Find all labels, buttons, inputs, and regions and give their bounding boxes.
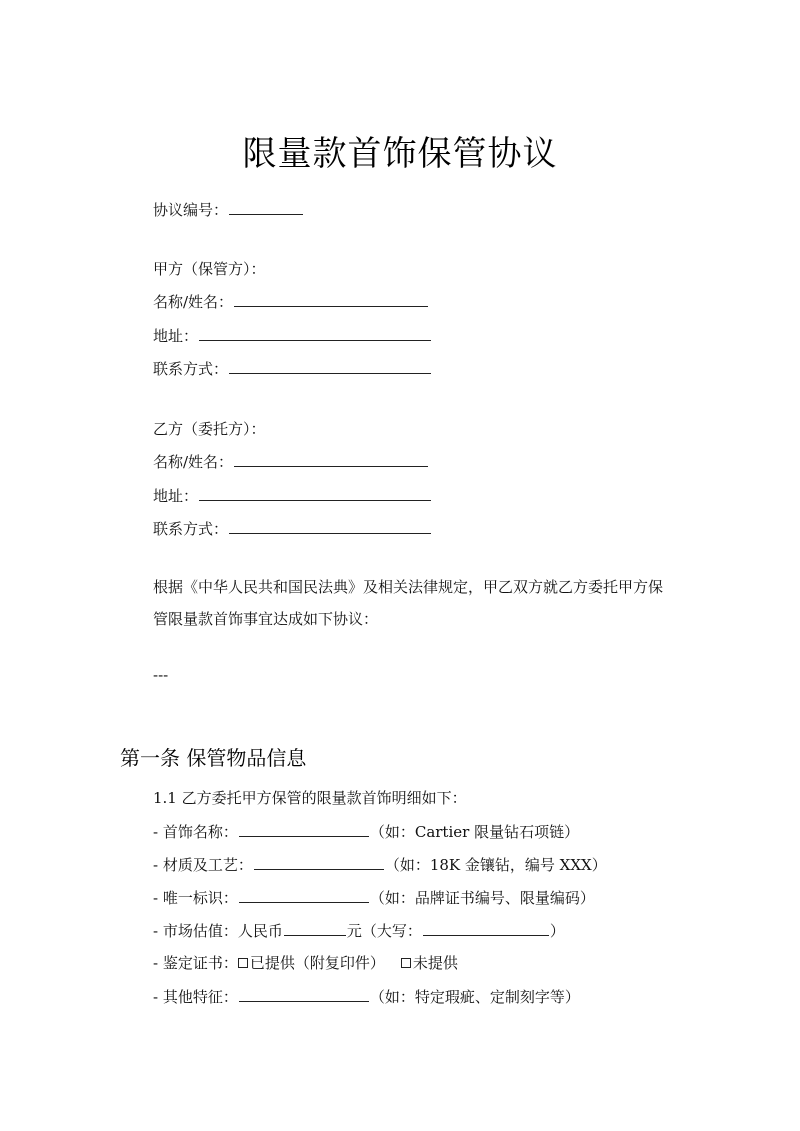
party-b-address-line	[153, 484, 432, 507]
item-other-line	[153, 985, 580, 1008]
party-a-name-line	[153, 290, 429, 313]
party-b-contact-blank[interactable]	[229, 517, 431, 534]
agreement-number-label: 协议编号：	[153, 201, 229, 219]
item-identifier-blank[interactable]	[239, 886, 369, 903]
other-features-label: - 其他特征：	[153, 988, 238, 1006]
party-b-address-label: 地址：	[153, 487, 199, 505]
item-certificate-line	[153, 952, 458, 974]
party-b-name-blank[interactable]	[234, 450, 428, 467]
certificate-not-provided-label: 未提供	[412, 954, 458, 972]
other-features-blank[interactable]	[239, 985, 369, 1002]
party-a-address-blank[interactable]	[199, 324, 431, 341]
item-material-hint: （如：18K 金镶钻，编号 XXX）	[384, 856, 607, 874]
party-a-name-label: 名称/姓名：	[153, 293, 234, 311]
document-title: 限量款首饰保管协议	[242, 134, 558, 174]
party-a-contact-label: 联系方式：	[153, 360, 229, 378]
section-1-heading: 第一条 保管物品信息	[120, 746, 307, 770]
valuation-close: ）	[549, 922, 565, 940]
agreement-number-line	[153, 198, 304, 221]
party-b-heading: 乙方（委托方）：	[153, 420, 266, 438]
certificate-label: - 鉴定证书：	[153, 954, 238, 972]
other-features-hint: （如：特定瑕疵、定制刻字等）	[369, 988, 580, 1006]
item-material-line	[153, 853, 607, 876]
item-identifier-label: - 唯一标识：	[153, 889, 238, 907]
item-name-blank[interactable]	[239, 820, 369, 837]
certificate-provided-label: 已提供（附复印件）	[249, 954, 385, 972]
valuation-unit: 元（大写：	[346, 922, 422, 940]
item-identifier-line	[153, 886, 595, 909]
party-a-address-label: 地址：	[153, 327, 199, 345]
certificate-provided-checkbox[interactable]	[238, 958, 248, 968]
party-b-name-line	[153, 450, 429, 473]
item-material-blank[interactable]	[254, 853, 384, 870]
party-b-name-label: 名称/姓名：	[153, 453, 234, 471]
party-a-contact-blank[interactable]	[229, 357, 431, 374]
certificate-not-provided-checkbox[interactable]	[401, 958, 411, 968]
valuation-uppercase-blank[interactable]	[423, 919, 549, 936]
party-a-name-blank[interactable]	[234, 290, 428, 307]
party-b-contact-label: 联系方式：	[153, 520, 229, 538]
party-a-heading: 甲方（保管方）：	[153, 260, 266, 278]
item-name-line	[153, 820, 579, 843]
section-1-intro: 1.1 乙方委托甲方保管的限量款首饰明细如下：	[153, 789, 467, 807]
item-material-label: - 材质及工艺：	[153, 856, 253, 874]
separator: ---	[153, 666, 169, 684]
party-b-contact-line	[153, 517, 432, 540]
party-a-address-line	[153, 324, 432, 347]
party-b-address-blank[interactable]	[199, 484, 431, 501]
item-valuation-line	[153, 919, 565, 942]
preamble-paragraph: 根据《中华人民共和国民法典》及相关法律规定，甲乙双方就乙方委托甲方保管限量款首饰事宜达成如下协议：	[153, 578, 664, 628]
item-name-label: - 首饰名称：	[153, 823, 238, 841]
agreement-number-blank[interactable]	[229, 198, 303, 215]
valuation-label: - 市场估值：人民币	[153, 922, 283, 940]
item-identifier-hint: （如：品牌证书编号、限量编码）	[369, 889, 595, 907]
item-name-hint: （如：Cartier 限量钻石项链）	[369, 823, 580, 841]
valuation-amount-blank[interactable]	[284, 919, 346, 936]
party-a-contact-line	[153, 357, 432, 380]
